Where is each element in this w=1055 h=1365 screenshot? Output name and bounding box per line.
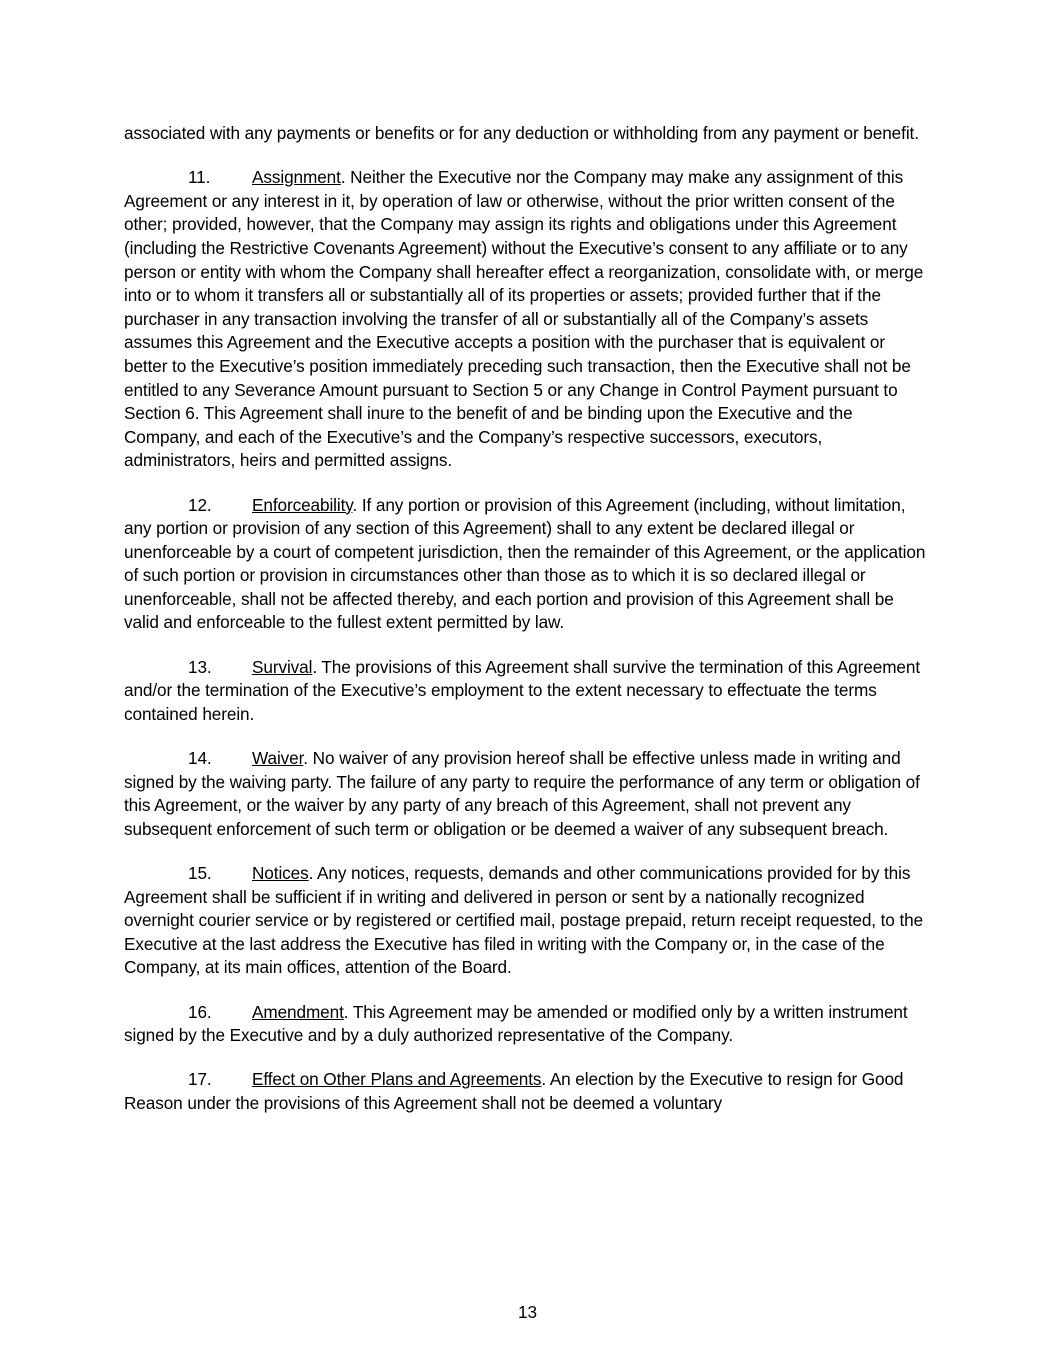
section-text: An election by the Executive to resign for Good Reason under the provisions of this Agreement shall not be deemed a voluntary: [124, 1069, 904, 1113]
section-heading: Assignment: [252, 167, 341, 188]
section-16: 16. Amendment. This Agreement may be amended or modified only by a written instrument signed by the Executive and by a duly authorized representative of the Company.: [124, 1001, 908, 1046]
section-text: Any notices, requests, demands and other communications provided for by this Agreement shall be sufficient if in writing and delivered in person or sent by a nationally recognized overnight courier service or by registered or certified mail, postage prepaid, return receipt requested, to the Executive at the last address the Executive has filed in writing with the Company or, in the case of the Company, at its main offices, attention of the Board.: [124, 863, 924, 978]
section-number: 11.: [188, 167, 211, 188]
page-number: 13: [517, 1302, 538, 1322]
section-17: 17. Effect on Other Plans and Agreements. An election by the Executive to resign for Good Reason under the provisions of this Agreement shall not be deemed a voluntary: [124, 1069, 904, 1113]
section-text: The provisions of this Agreement shall survive the termination of this Agreement and/or the termination of the Executive’s employment to the extent necessary to effectuate the terms contained herein.: [124, 656, 921, 724]
section-number: 14.: [188, 748, 212, 769]
section-13: 13. Survival. The provisions of this Agreement shall survive the termination of this Agreement and/or the termination of the Executive’s employment to the extent necessary to effectuate the terms contained herein.: [124, 656, 921, 724]
section-11: 11. Assignment. Neither the Executive nor the Company may make any assignment of this Agreement or any interest in it, by operation of law or otherwise, without the prior written consent of the other; provided, however, that the Company may assign its rights and obligations under this Agreement (including the Restrictive Covenants Agreement) without the Executive’s consent to any affiliate or to any person or entity with whom the Company shall hereafter effect a reorganization, consolidate with, or merge into or to whom it transfers all or substantially all of its properties or assets; provided further that if the purchaser in any transaction involving the transfer of all or substantially all of the Company’s assets assumes this Agreement and the Executive accepts a position with the purchaser that is equivalent or better to the Executive’s position immediately preceding such transaction, then the Executive shall not be entitled to any Severance Amount pursuant to Section 5 or any Change in Control Payment pursuant to Section 6. This Agreement shall inure to the benefit of and be binding upon the Executive and the Company, and each of the Executive’s and the Company’s respective successors, executors, administrators, heirs and permitted assigns.: [124, 167, 924, 471]
section-number: 12.: [188, 494, 212, 515]
section-number: 16.: [188, 1001, 212, 1022]
section-heading: Effect on Other Plans and Agreements: [252, 1069, 542, 1090]
section-text: No waiver of any provision hereof shall be effective unless made in writing and signed by the waiving party. The failure of any party to require the performance of any term or obligation of this Agreement, or the waiver by any party of any breach of this Agreement, shall not prevent any subsequent enforcement of such term or obligation or be deemed a waiver of any subsequent breach.: [124, 748, 920, 839]
document-body: [124, 122, 926, 1136]
section-heading: Waiver: [252, 748, 304, 769]
continuation-paragraph: associated with any payments or benefits or for any deduction or withholding from any payment or benefit.: [124, 123, 919, 143]
section-heading: Survival: [252, 656, 313, 677]
section-number: 13.: [188, 656, 212, 677]
section-14: 14. Waiver. No waiver of any provision hereof shall be effective unless made in writing and signed by the waiving party. The failure of any party to require the performance of any term or obligation of this Agreement, or the waiver by any party of any breach of this Agreement, shall not prevent any subsequent enforcement of such term or obligation or be deemed a waiver of any subsequent breach.: [124, 748, 920, 839]
section-text: This Agreement may be amended or modified only by a written instrument signed by the Executive and by a duly authorized representative of the Company.: [124, 1001, 908, 1046]
section-heading: Amendment: [252, 1001, 344, 1022]
section-text: Neither the Executive nor the Company may make any assignment of this Agreement or any interest in it, by operation of law or otherwise, without the prior written consent of the other; provided, however, that the Company may assign its rights and obligations under this Agreement (including the Restrictive Covenants Agreement) without the Executive’s consent to any affiliate or to any person or entity with whom the Company shall hereafter effect a reorganization, consolidate with, or merge into or to whom it transfers all or substantially all of its properties or assets; provided further that if the purchaser in any transaction involving the transfer of all or substantially all of the Company’s assets assumes this Agreement and the Executive accepts a position with the purchaser that is equivalent or better to the Executive’s position immediately preceding such transaction, then the Executive shall not be entitled to any Severance Amount pursuant to Section 5 or any Change in Control Payment pursuant to Section 6. This Agreement shall inure to the benefit of and be binding upon the Executive and the Company, and each of the Executive’s and the Company’s respective successors, executors, administrators, heirs and permitted assigns.: [124, 167, 924, 471]
section-number: 15.: [188, 863, 212, 883]
section-heading: Enforceability: [252, 494, 353, 515]
section-text: If any portion or provision of this Agreement (including, without limitation, any portion or provision of any section of this Agreement) shall to any extent be declared illegal or unenforceable by a court of competent jurisdiction, then the remainder of this Agreement, or the application of such portion or provision in circumstances other than those as to which it is so declared illegal or unenforceable, shall not be affected thereby, and each portion and provision of this Agreement shall be valid and enforceable to the fullest extent permitted by law.: [124, 494, 926, 633]
section-12: 12. Enforceability. If any portion or provision of this Agreement (including, without limitation, any portion or provision of any section of this Agreement) shall to any extent be declared illegal or unenforceable by a court of competent jurisdiction, then the remainder of this Agreement, or the application of such portion or provision in circumstances other than those as to which it is so declared illegal or unenforceable, shall not be affected thereby, and each portion and provision of this Agreement shall be valid and enforceable to the fullest extent permitted by law.: [124, 494, 926, 633]
section-number: 17.: [188, 1069, 212, 1090]
section-15: 15. Notices. Any notices, requests, demands and other communications provided for by this Agreement shall be sufficient if in writing and delivered in person or sent by a nationally recognized overnight courier service or by registered or certified mail, postage prepaid, return receipt requested, to the Executive at the last address the Executive has filed in writing with the Company or, in the case of the Company, at its main offices, attention of the Board.: [124, 863, 924, 978]
section-heading: Notices: [252, 863, 309, 883]
